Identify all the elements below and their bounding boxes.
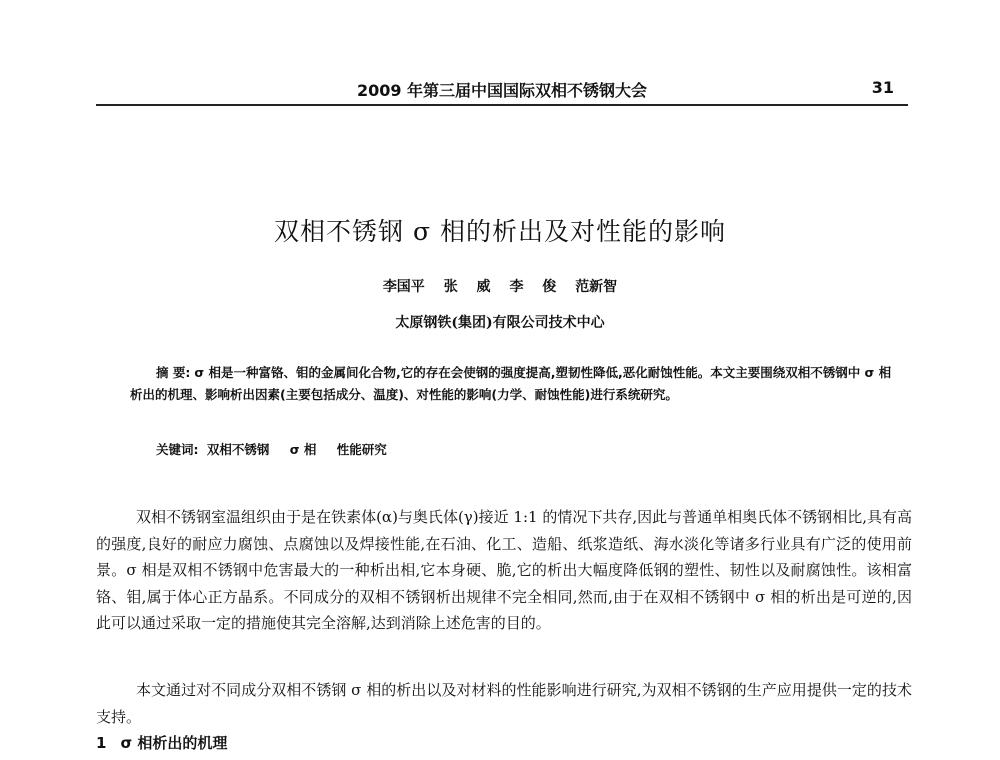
author-name: 李 俊 [509, 279, 557, 295]
author-name: 李国平 [382, 279, 425, 295]
author-name: 张 威 [443, 279, 491, 295]
abstract-label: 摘 要: [156, 365, 191, 380]
section-title: σ 相析出的机理 [120, 734, 228, 752]
affiliation: 太原钢铁(集团)有限公司技术中心 [395, 315, 605, 331]
running-header [96, 74, 908, 106]
body-paragraph: 双相不锈钢室温组织由于是在铁素体(α)与奥氏体(γ)接近 1:1 的情况下共存,因此与普通单相奥氏体不锈钢相比,具有高的强度,良好的耐应力腐蚀、点腐蚀以及焊接性能,在石油、化工、造船、纸浆造纸、海水淡化等诸多行业具有广泛的使用前景。σ 相是双相不锈钢中危害最大的一种析出相,它本身硬、脆,它的析出大幅度降低钢的塑性、韧性以及耐腐蚀性。该相富铬、钼,属于体心正方晶系。不同成分的双相不锈钢析出规律不完全相同,然而,由于在双相不锈钢中 σ 相的析出是可逆的,因此可以通过采取一定的措施使其完全溶解,达到消除上述危害的目的。 [96, 508, 912, 632]
body-paragraph: 本文通过对不同成分双相不锈钢 σ 相的析出以及对材料的性能影响进行研究,为双相不锈钢的生产应用提供一定的技术支持。 [96, 681, 912, 726]
keyword: σ 相 [289, 442, 317, 457]
section-heading [96, 732, 227, 753]
keyword: 双相不锈钢 [206, 442, 270, 457]
article-title: 双相不锈钢 σ 相的析出及对性能的影响 [274, 217, 726, 246]
running-title: 2009 年第三届中国国际双相不锈钢大会 [356, 81, 648, 100]
keyword: 性能研究 [336, 442, 387, 457]
keywords [156, 440, 403, 458]
abstract-text: σ 相是一种富铬、钼的金属间化合物,它的存在会使钢的强度提高,塑韧性降低,恶化耐蚀性能。本文主要围绕双相不锈钢中 σ 相析出的机理、影响析出因素(主要包括成分、温度)、对性能的影响(力学、耐蚀性能)进行系统研究。 [130, 365, 892, 402]
abstract [130, 362, 894, 406]
author-list [0, 276, 1000, 296]
section-number: 1 [96, 734, 107, 752]
page-number: 31 [871, 78, 894, 97]
keywords-label: 关键词: [156, 442, 199, 457]
author-name: 范新智 [575, 279, 618, 295]
